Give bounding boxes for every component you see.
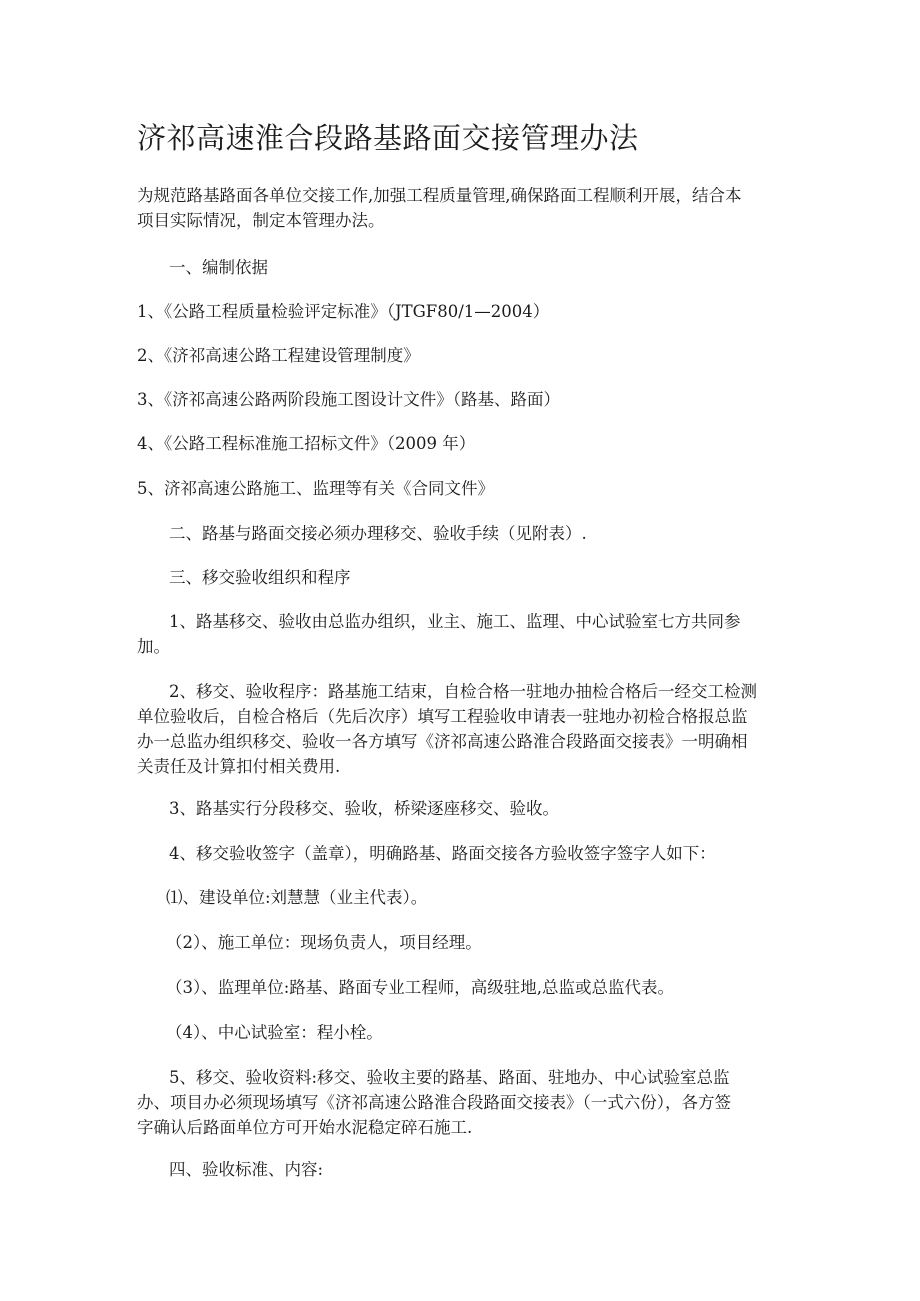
section-3-p2-line-3: 办一总监办组织移交、验收一各方填写《济祁高速公路淮合段路面交接表》一明确相 [137,732,748,751]
signatory-item-3: （3）、监理单位:路基、路面专业工程师，高级驻地,总监或总监代表。 [166,978,675,997]
signatory-item-2: （2）、施工单位：现场负责人，项目经理。 [166,933,482,952]
section-4-heading: 四、验收标准、内容: [169,1160,324,1179]
section-3-p2-line-4: 关责任及计算扣付相关费用. [137,757,341,776]
section-3-heading: 三、移交验收组织和程序 [169,568,351,587]
section-3-p2-line-1: 2、移交、验收程序：路基施工结束，自检合格一驻地办抽检合格后一经交工检测 [169,682,757,701]
section-3-paragraph-1 [137,609,777,659]
section-3-p5-line-1: 5、移交、验收资料:移交、验收主要的路基、路面、驻地办、中心试验室总监 [169,1068,730,1087]
section-3-paragraph-3: 3、路基实行分段移交、验收，桥梁逐座移交、验收。 [169,799,559,818]
signatory-item-1: ⑴、建设单位:刘慧慧（业主代表）。 [166,888,428,907]
section-3-paragraph-4: 4、移交验收签字（盖章），明确路基、路面交接各方验收签字签字人如下： [169,844,716,863]
basis-item-2: 2、《济祁高速公路工程建设管理制度》 [137,346,420,365]
basis-item-5: 5、济祁高速公路施工、监理等有关《合同文件》 [137,479,494,498]
basis-item-3: 3、《济祁高速公路两阶段施工图设计文件》（路基、路面） [137,390,560,409]
basis-item-4: 4、《公路工程标准施工招标文件》（2009 年） [137,434,476,453]
section-3-p5-line-2: 办、项目办必须现场填写《济祁高速公路淮合段路面交接表》（一式六份），各方签 [137,1093,731,1112]
intro-paragraph [137,183,777,233]
section-3-p5-line-3: 字确认后路面单位方可开始水泥稳定碎石施工. [137,1118,473,1137]
section-3-p1-line-1: 1、路基移交、验收由总监办组织，业主、施工、监理、中心试验室七方共同参 [169,612,741,631]
signatory-item-4: （4）、中心试验室：程小栓。 [166,1023,383,1042]
section-3-paragraph-5 [137,1065,777,1140]
section-3-paragraph-2 [137,679,777,779]
intro-line-2: 项目实际情况，制定本管理办法。 [137,211,385,230]
section-2-heading: 二、路基与路面交接必须办理移交、验收手续（见附表）. [169,524,587,543]
section-3-p1-line-2: 加。 [137,637,170,656]
basis-item-1: 1、《公路工程质量检验评定标准》（JTGF80/1—2004） [137,302,550,321]
intro-line-1: 为规范路基路面各单位交接工作,加强工程质量管理,确保路面工程顺利开展，结合本 [137,186,742,205]
section-3-p2-line-2: 单位验收后，自检合格后（先后次序）填写工程验收申请表一驻地办初检合格报总监 [137,707,748,726]
document-title: 济祁高速淮合段路基路面交接管理办法 [137,121,639,155]
section-1-heading: 一、编制依据 [169,258,268,277]
